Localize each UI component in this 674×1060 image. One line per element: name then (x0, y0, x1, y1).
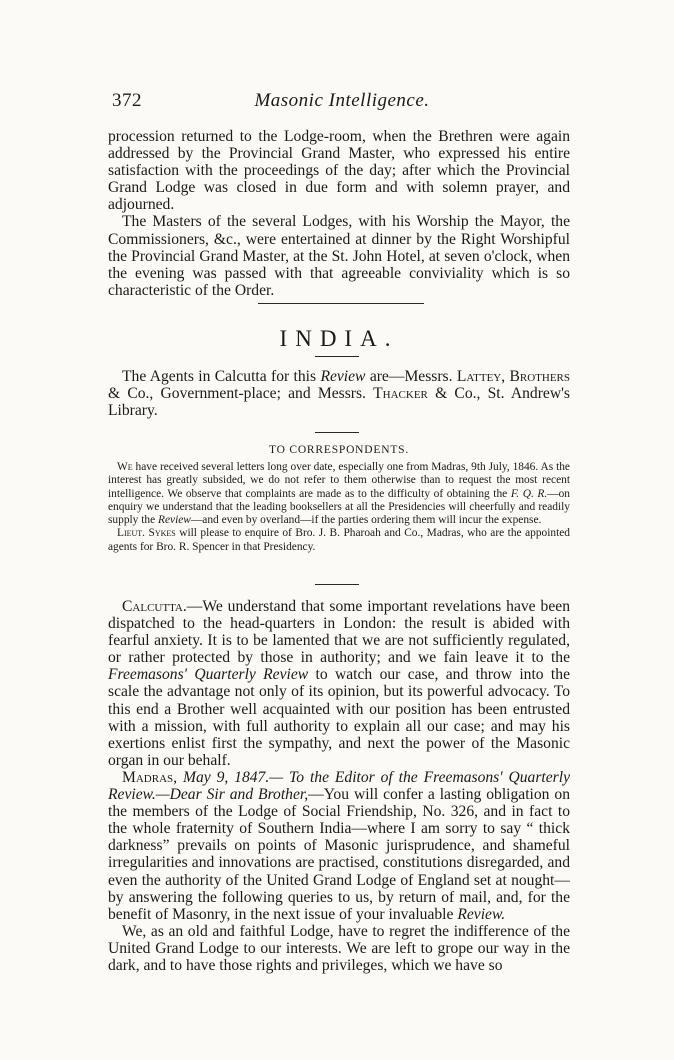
madras-lead: Madras, (122, 768, 178, 786)
agents-lead: The Agents in Calcutta for this (122, 368, 321, 385)
agents-mid2: & Co., Government-place; and Messrs. (108, 385, 374, 403)
correspondents-notes (108, 461, 570, 554)
running-head (112, 90, 572, 116)
calcutta-lead: Calcutta. (122, 598, 187, 615)
madras-paragraph (108, 769, 570, 923)
agents-mid1: are—Messrs. (365, 368, 457, 385)
notes-p2-rest: will please to enquire of Bro. J. B. Pharoah and Co., Madras, who are the appointed agents for Bro. R. Spencer in that Presidency. (108, 527, 570, 553)
madras-date: May 9, 1847.— To the Editor of the Freemasons' Quarterly Review.—Dear Sir and Brother, (108, 768, 570, 804)
running-head-title: Masonic Intelligence. (254, 90, 430, 111)
notes-p1-c: —and even by overland—if the parties ordering them will incur the expense. (190, 514, 542, 527)
opening-paragraph-1: procession returned to the Lodge-room, when the Brethren were again addressed by the Provincial Grand Master, who expressed his entire satisfaction with the proceedings of the day; after which the Provincial Grand Lodge was closed in due form and with solemn prayer, and adjourned. (108, 128, 570, 214)
correspondents-heading: TO CORRESPONDENTS. (268, 444, 410, 456)
notes-p1-b: —on enquiry we understand that the leading booksellers at all the Presidencies will cheerfully and readily supply the (108, 487, 570, 527)
agents-name1: Lattey, Brothers (456, 368, 570, 385)
notes-p1-lead: We (117, 461, 133, 473)
notes-p2-lead: Lieut. Sykes (117, 527, 176, 540)
section-divider (258, 303, 424, 304)
opening-paragraphs (108, 128, 570, 299)
calcutta-paragraph (108, 598, 570, 769)
calcutta-fqr: Freemasons' Quarterly Review (108, 666, 309, 684)
title-rule (315, 356, 359, 357)
page-number: 372 (112, 90, 142, 111)
madras-a: —You will confer a lasting obligation on the members of the Lodge of Social Friendship, No. 326, and in fact to the whole fraternity of Southern India—where I am sorry to say “ thick darkness” prevails on points of Masonic jurisprudence, and shameful irregularities and innovations are practised, constitutions disregarded, and even the authority of the United Grand Lodge of England set at nought—by answering the following queries to us, by return of mail, and, for the benefit of Masonry, in the next issue of your invaluable (108, 786, 570, 923)
agents-paragraph (108, 368, 570, 419)
notes-p1-review: Review (158, 514, 191, 527)
agents-tail: & Co., St. Andrew's Library. (108, 385, 570, 420)
agents-review: Review (320, 368, 366, 385)
madras-paragraph-2: We, as an old and faithful Lodge, have to regret the indifference of the United Grand Lodge to our interests. We are left to grope our way in the dark, and to have those rights and privileges, which we have so (108, 922, 570, 974)
notes-p1-fqr: F. Q. R. (510, 487, 548, 500)
opening-paragraph-2: The Masters of the several Lodges, with his Worship the Mayor, the Commissioners, &c., were entertained at dinner by the Right Worshipful the Provincial Grand Master, at the St. John Hotel, at seven o'clock, when the evening was passed with that agreeable conviviality which is so characteristic of the Order. (108, 213, 570, 299)
agents-name2: Thacker (373, 385, 428, 403)
madras-review: Review. (457, 905, 506, 923)
agents-rule (315, 432, 359, 433)
calcutta-and-madras (108, 598, 570, 974)
calcutta-a: —We understand that some important revelations have been dispatched to the head-quarters in London: the result is abided with fearful anxiety. It is to be lamented that we are not sufficiently regulated, or rather protected by those in authority; and we fain leave it to the (108, 598, 570, 667)
section-title: INDIA. (279, 326, 399, 351)
calcutta-b: to watch our case, and throw into the scale the advantage not only of its opinion, but its powerful advocacy. To this end a Brother well acquainted with our position has been entrusted with a mission, with full authority to explain all our case; and may his exertions enlist first the sympathy, and next the power of the Masonic organ in our behalf. (108, 666, 570, 769)
notes-p1-a: have received several letters long over date, especially one from Madras, 9th July, 1846. As the interest has greatly subsided, we do not refer to them otherwise than to request the most recent intelligence. We observe that complaints are made as to the difficulty of obtaining the (108, 461, 570, 500)
notes-rule (315, 584, 359, 585)
